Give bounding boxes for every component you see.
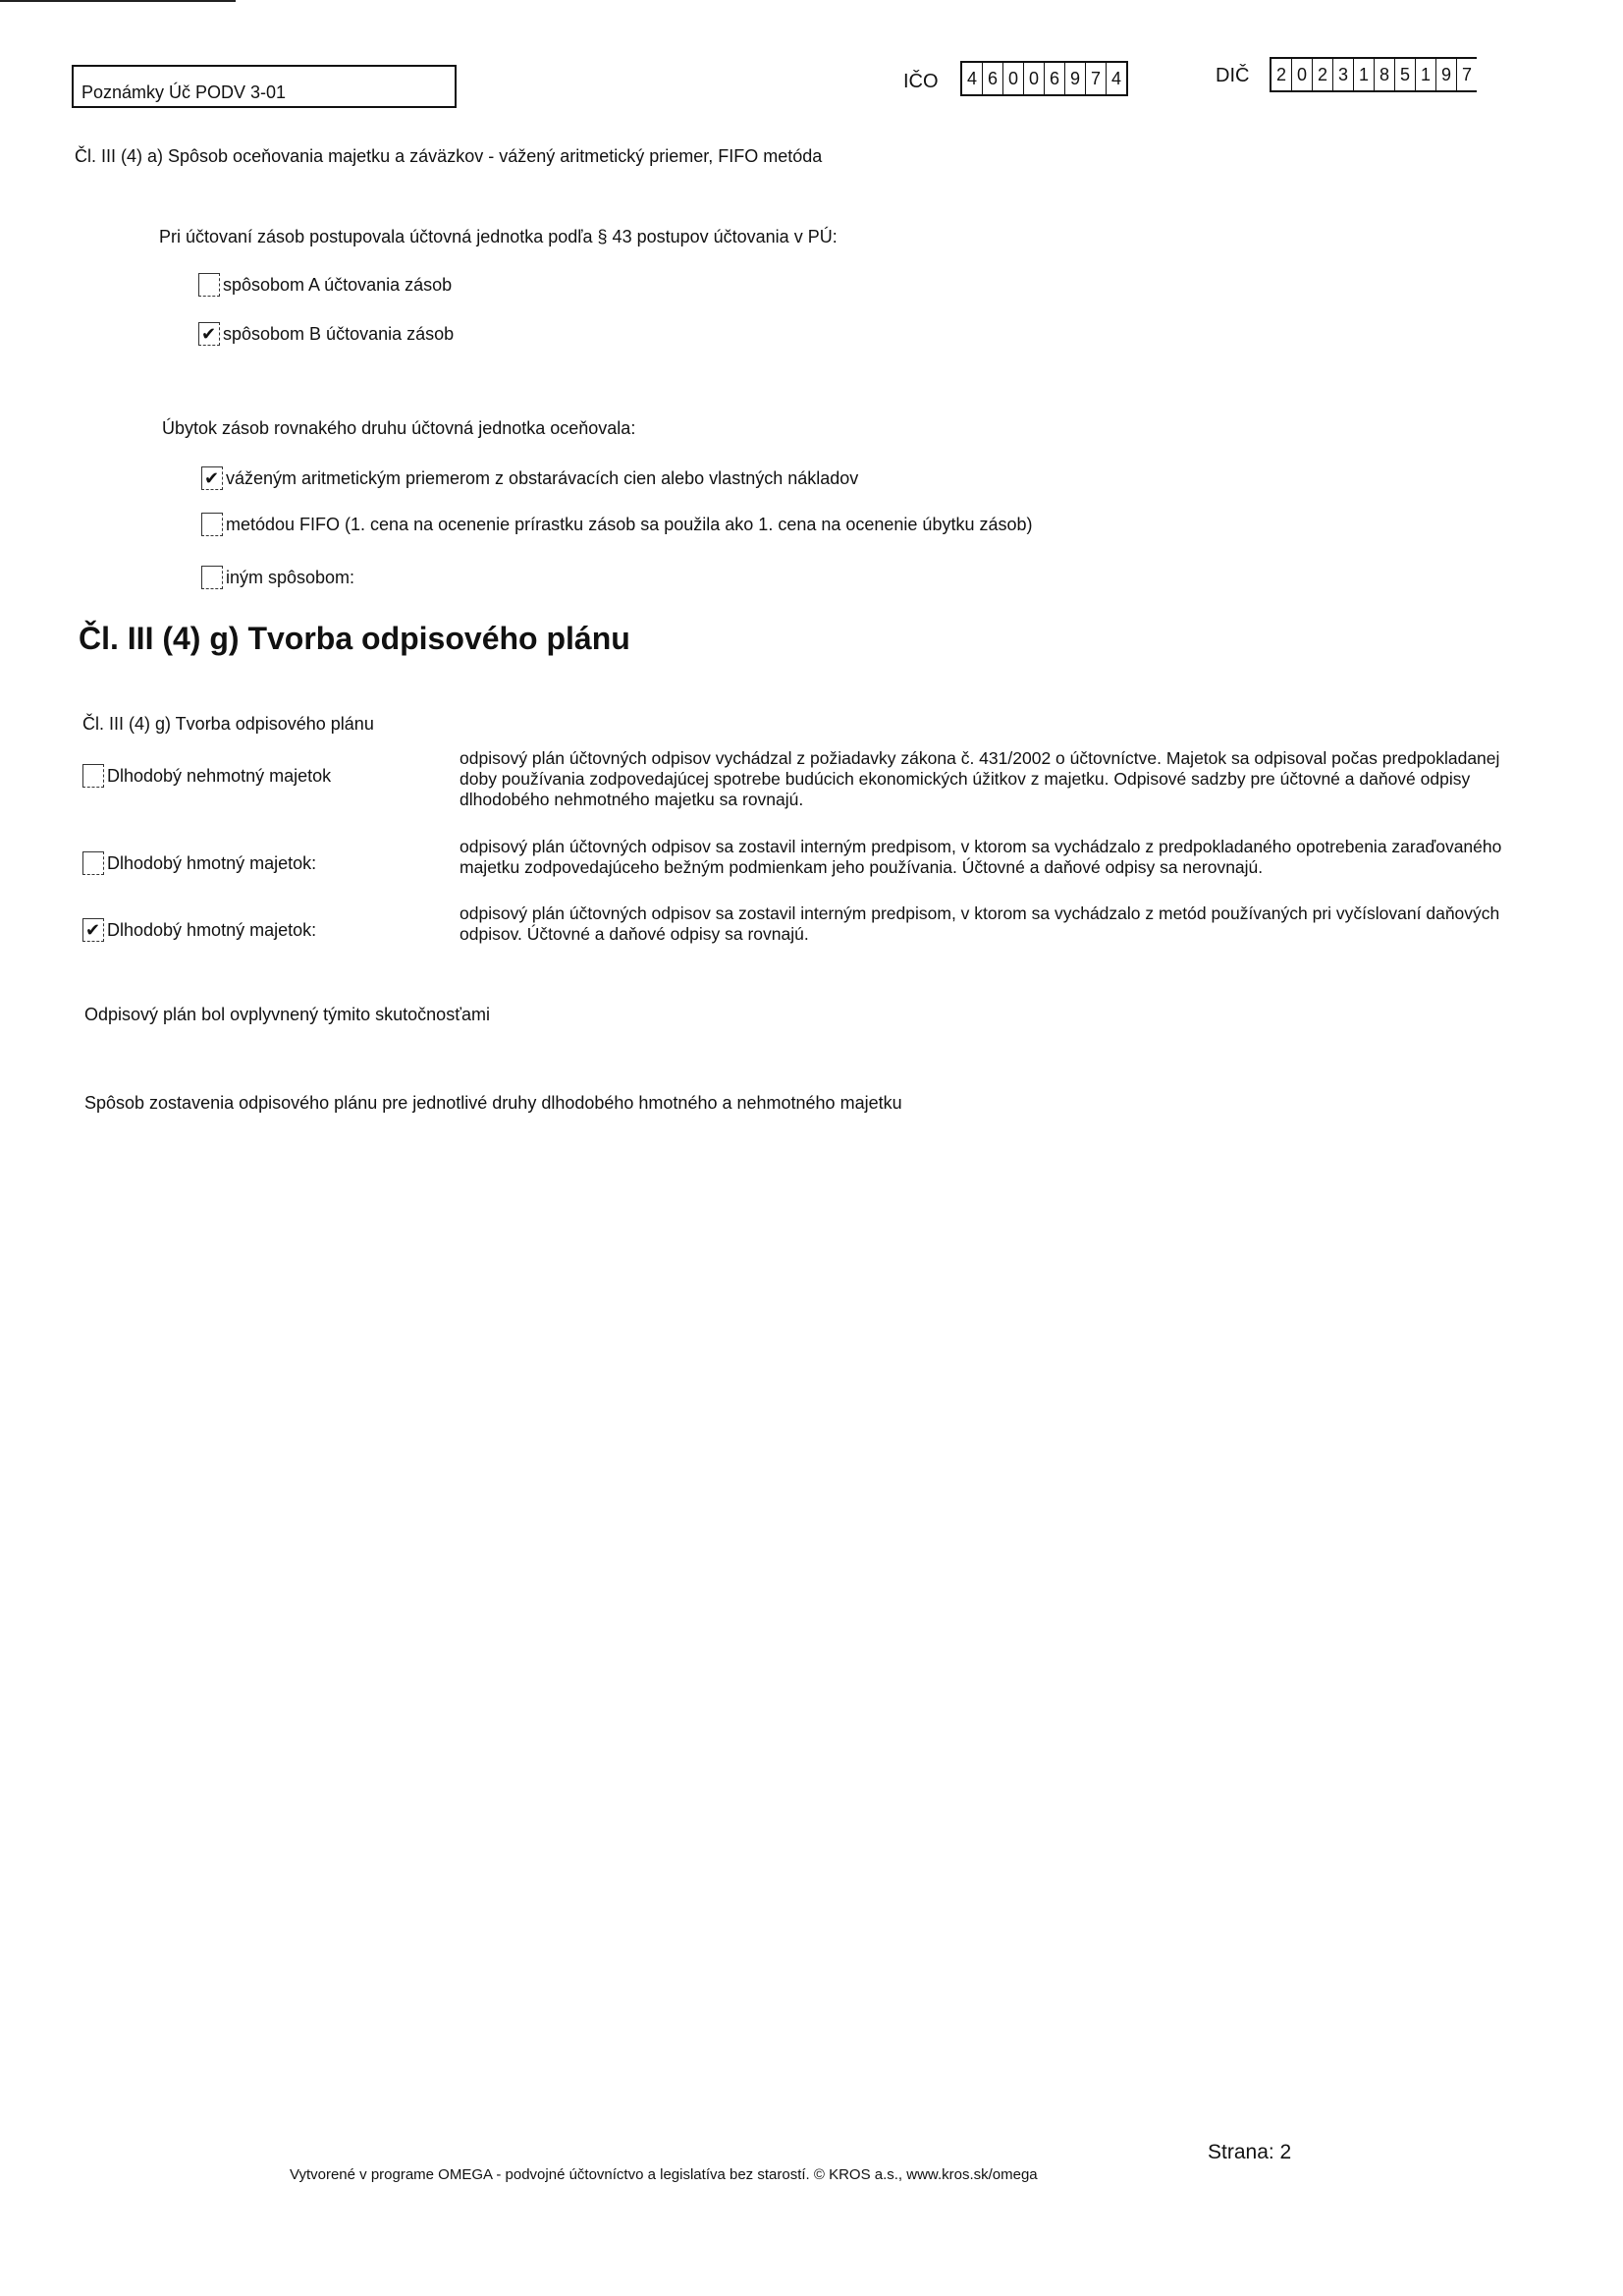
item-hmotny-majetok-2[interactable] [82, 918, 316, 942]
option-fifo[interactable] [201, 513, 1033, 536]
section-g-subtitle: Čl. III (4) g) Tvorba odpisového plánu [82, 714, 374, 734]
section-g-heading: Čl. III (4) g) Tvorba odpisového plánu [79, 621, 630, 656]
option-label: spôsobom B účtovania zásob [223, 323, 455, 344]
option-sposob-b[interactable] [198, 322, 454, 346]
digit-box: 1 [1416, 59, 1436, 90]
checkbox[interactable] [82, 764, 104, 788]
checkbox[interactable] [201, 513, 223, 536]
zasoby-question: Pri účtovaní zásob postupovala účtovná jednotka podľa § 43 postupov účtovania v PÚ: [159, 227, 838, 246]
digit-box: 2 [1271, 59, 1292, 90]
ico-label: IČO [903, 71, 939, 92]
checkbox[interactable] [201, 466, 223, 490]
item-nehmotny-majetok[interactable] [82, 764, 331, 788]
digit-box: 8 [1375, 59, 1395, 90]
method-label: Spôsob zostavenia odpisového plánu pre jednotlivé druhy dlhodobého hmotného a nehmotného majetku [84, 1093, 902, 1113]
checkbox[interactable] [82, 918, 104, 942]
item-text-nehmotny: odpisový plán účtovných odpisov vychádzal z požiadavky zákona č. 431/2002 o účtovníctve. Majetok sa odpisoval počas predpokladanej doby používania zodpovedajúcej spotrebe budúcich ekonomických úžitkov z majetku. Odpisové sadzby pre účtovné a daňové odpisy dlhodobého nehmotného majetku sa rovnajú. [460, 748, 1500, 809]
digit-box: 4 [1110, 68, 1121, 88]
item-text-hmotny-2: odpisový plán účtovných odpisov sa zostavil interným predpisom, v ktorom sa vychádzalo z metód používaných pri vyčíslovaní daňových odpisov. Účtovné a daňové odpisy sa rovnajú. [460, 903, 1500, 944]
checkbox[interactable] [82, 851, 104, 875]
dic-digit-boxes [1270, 57, 1477, 92]
digit-box: 5 [1395, 59, 1416, 90]
digit-box: 7 [1461, 64, 1472, 84]
item-label: Dlhodobý hmotný majetok: [107, 919, 317, 940]
option-vazeny-priemer[interactable] [201, 466, 858, 490]
top-rule [0, 0, 236, 2]
page-number: Strana: 2 [1208, 2141, 1292, 2163]
influenced-label: Odpisový plán bol ovplyvnený týmito skutočnosťami [84, 1005, 490, 1024]
item-label: Dlhodobý nehmotný majetok [107, 765, 332, 786]
checkbox[interactable] [201, 566, 223, 589]
digit-box: 7 [1086, 63, 1107, 94]
digit-box: 1 [1354, 59, 1375, 90]
checkbox[interactable] [198, 273, 220, 297]
section-a-title: Čl. III (4) a) Spôsob oceňovania majetku a záväzkov - vážený aritmetický priemer, FIFO metóda [75, 146, 823, 166]
form-title-box [72, 65, 457, 108]
digit-box: 3 [1333, 59, 1354, 90]
digit-box: 6 [983, 63, 1003, 94]
digit-box: 2 [1313, 59, 1333, 90]
option-label: iným spôsobom: [226, 567, 355, 587]
ico-digit-boxes [960, 61, 1128, 96]
item-text-hmotny-1: odpisový plán účtovných odpisov sa zostavil interným predpisom, v ktorom sa vychádzalo z predpokladaného opotrebenia zaraďovaného majetku zodpovedajúceho bežným podmienkam jeho používania. Účtovné a daňové odpisy sa nerovnajú. [460, 837, 1502, 877]
option-iny-sposob[interactable] [201, 566, 354, 589]
ubytok-question: Úbytok zásob rovnakého druhu účtovná jednotka oceňovala: [162, 418, 636, 438]
item-hmotny-majetok-1[interactable] [82, 851, 316, 875]
digit-box: 0 [1292, 59, 1313, 90]
digit-box: 9 [1436, 59, 1457, 90]
checkbox[interactable] [198, 322, 220, 346]
option-label: spôsobom A účtovania zásob [223, 274, 453, 295]
item-label: Dlhodobý hmotný majetok: [107, 852, 317, 873]
dic-label: DIČ [1216, 65, 1250, 86]
footer-created: Vytvorené v programe OMEGA - podvojné účtovníctvo a legislatíva bez starostí. © KROS a.s., www.kros.sk/omega [290, 2166, 1038, 2183]
digit-box: 9 [1065, 63, 1086, 94]
option-label: metódou FIFO (1. cena na ocenenie prírastku zásob sa použila ako 1. cena na ocenenie úbytku zásob) [226, 514, 1033, 534]
digit-box: 4 [962, 63, 983, 94]
digit-box: 0 [1003, 63, 1024, 94]
option-label: váženým aritmetickým priemerom z obstarávacích cien alebo vlastných nákladov [226, 467, 859, 488]
option-sposob-a[interactable] [198, 273, 452, 297]
digit-box: 6 [1045, 63, 1065, 94]
form-title: Poznámky Úč PODV 3-01 [81, 82, 287, 102]
digit-box: 0 [1024, 63, 1045, 94]
